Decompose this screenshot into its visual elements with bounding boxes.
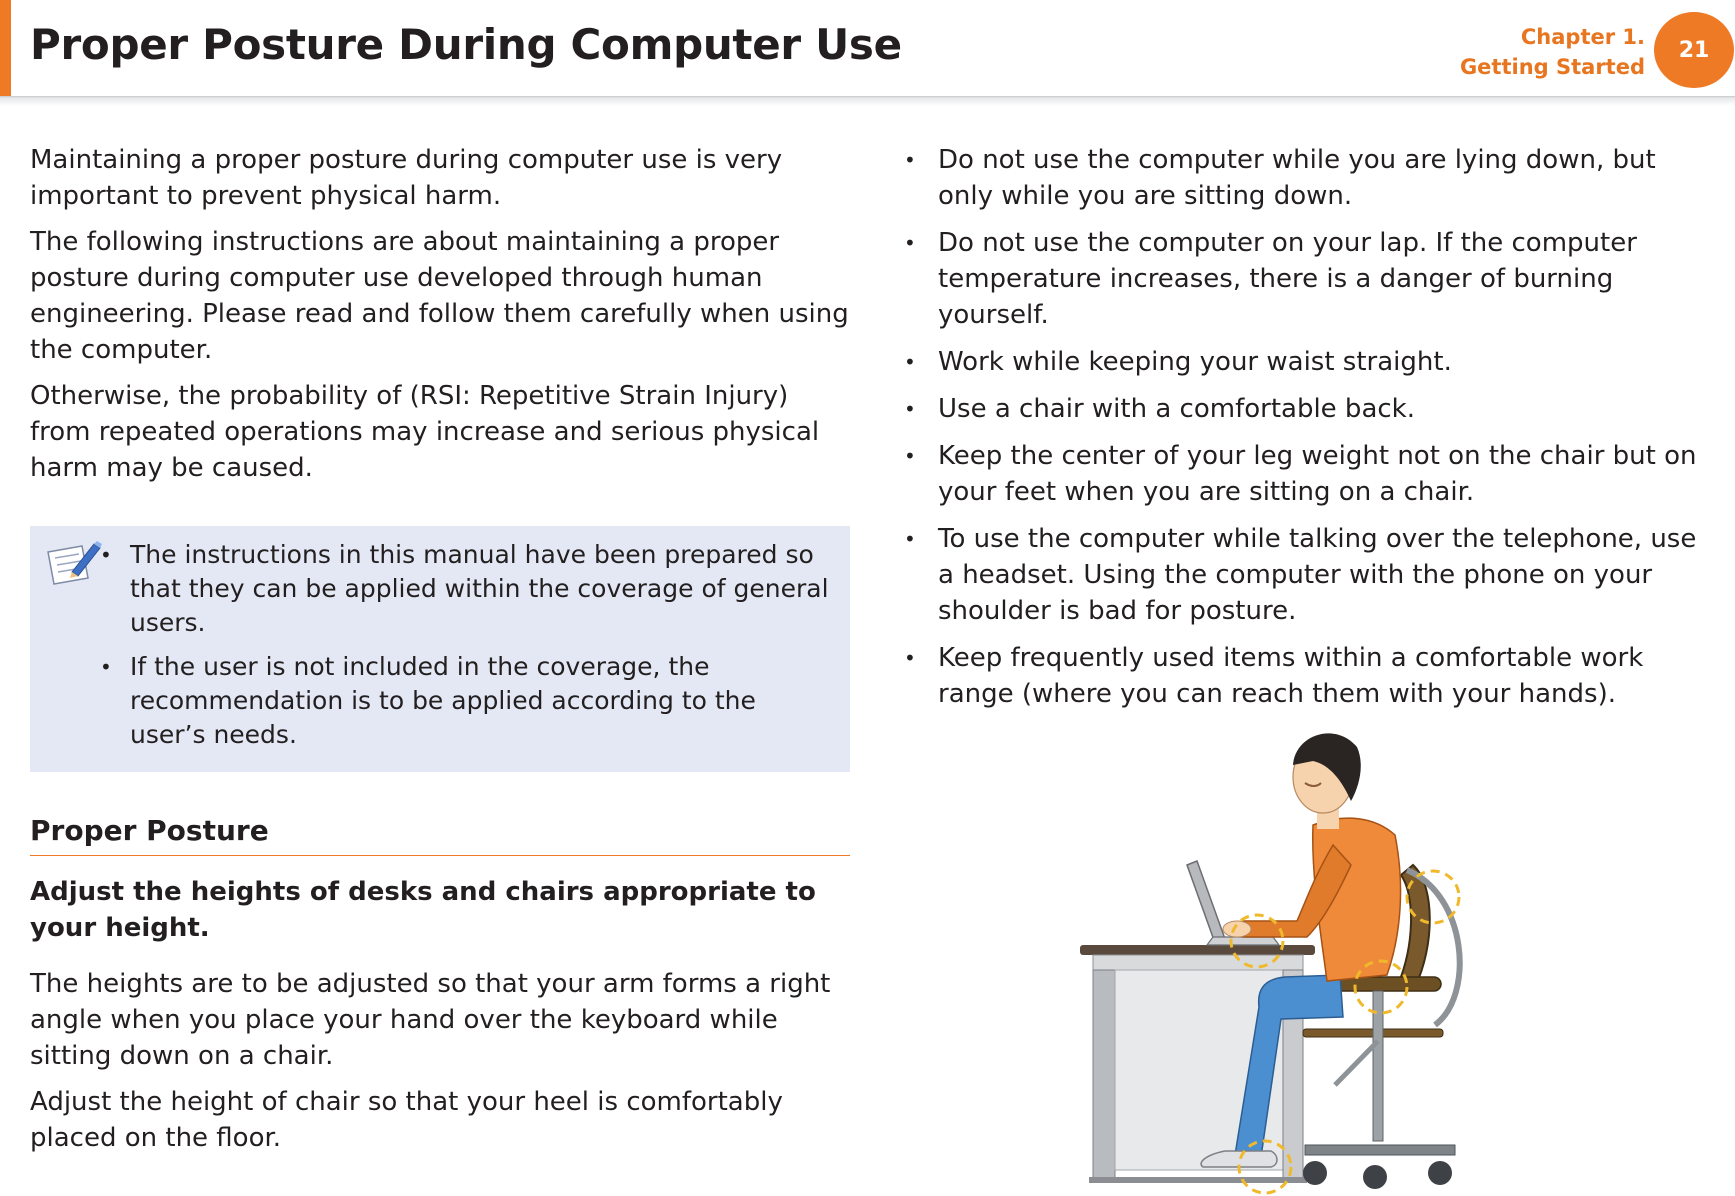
left-column (30, 142, 850, 1166)
chapter-number: Chapter 1. (1520, 25, 1645, 49)
posture-tip: • Use a chair with a comfortable back. (938, 391, 1716, 427)
header-divider (0, 96, 1735, 106)
right-column (896, 142, 1716, 723)
note-list (130, 538, 836, 752)
header-accent-bar (0, 0, 11, 96)
intro-paragraph: Maintaining a proper posture during computer use is very important to prevent physical harm. (30, 145, 783, 211)
section-paragraph: Adjust the height of chair so that your heel is comfortably placed on the floor. (30, 1087, 783, 1153)
seated-posture-illustration (1075, 725, 1535, 1195)
posture-tip: • Do not use the computer on your lap. If the computer temperature increases, there is a danger of burning yourself. (938, 225, 1716, 333)
posture-tip: • Work while keeping your waist straight. (938, 344, 1716, 380)
chapter-title: Getting Started (1459, 55, 1645, 79)
posture-tips-list (938, 142, 1716, 712)
note-item: • If the user is not included in the coverage, the recommendation is to be applied according to the user’s needs. (130, 650, 836, 752)
section-paragraph: The heights are to be adjusted so that your arm forms a right angle when you place your hand over the keyboard while sitting down on a chair. (30, 969, 831, 1071)
section-heading: Proper Posture (30, 814, 850, 856)
posture-tip: • To use the computer while talking over the telephone, use a headset. Using the computer with the phone on your shoulder is bad for posture. (938, 521, 1716, 629)
note-pencil-icon (42, 538, 104, 590)
posture-tip: • Do not use the computer while you are lying down, but only while you are sitting down. (938, 142, 1716, 214)
section-subheading: Adjust the heights of desks and chairs appropriate to your height. (30, 877, 816, 943)
intro-paragraph: Otherwise, the probability of (RSI: Repetitive Strain Injury) from repeated operations may increase and serious physical harm may be caused. (30, 381, 820, 483)
intro-paragraph: The following instructions are about maintaining a proper posture during computer use developed through human engineering. Please read and follow them carefully when using the computer. (30, 227, 849, 365)
posture-tip: • Keep the center of your leg weight not on the chair but on your feet when you are sitting on a chair. (938, 438, 1716, 510)
page-number-badge: 21 (1654, 12, 1734, 88)
page-title: Proper Posture During Computer Use (30, 20, 902, 69)
note-item: • The instructions in this manual have been prepared so that they can be applied within the coverage of general users. (130, 538, 836, 640)
note-box (30, 526, 850, 772)
posture-tip: • Keep frequently used items within a comfortable work range (where you can reach them with your hands). (938, 640, 1716, 712)
chapter-label (1460, 22, 1645, 82)
